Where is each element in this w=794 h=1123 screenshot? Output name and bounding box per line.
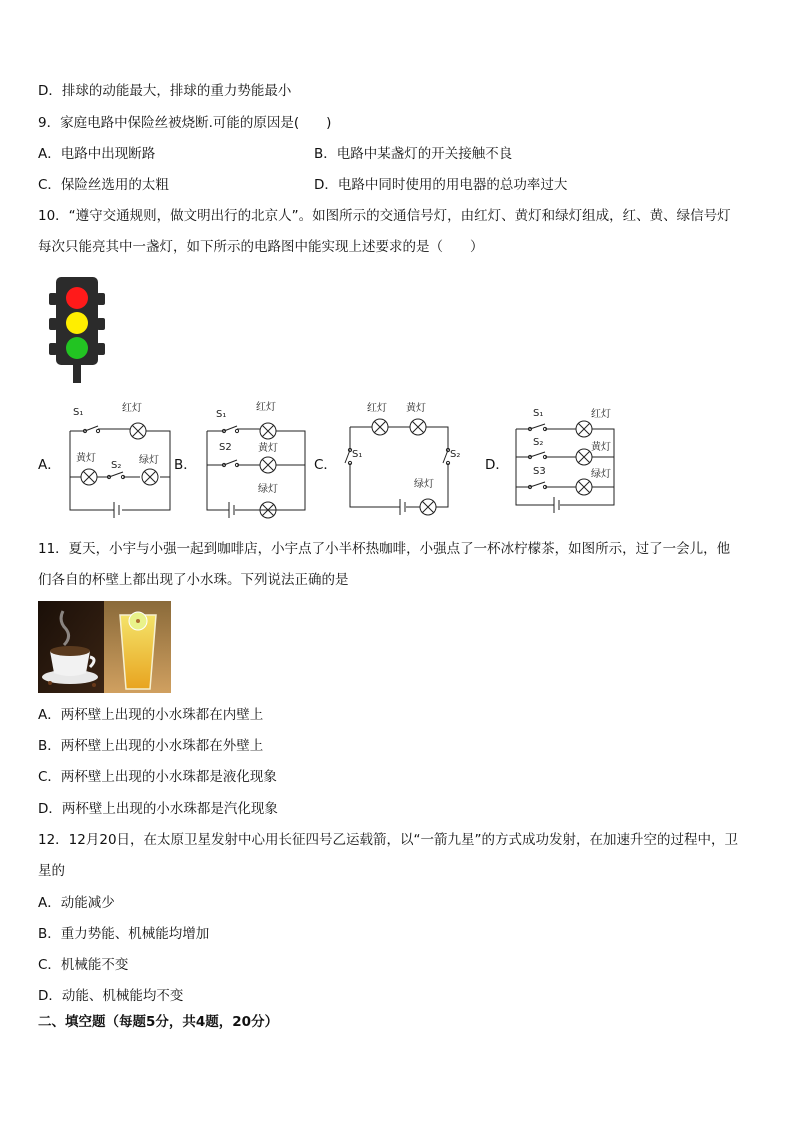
q12-stem-line1: 12．12月20日，在太原卫星发射中心用长征四号乙运载箭，以“一箭九星”的方式成功发射，在加速升空的过程中，卫 (38, 832, 739, 848)
svg-text:绿灯: 绿灯 (258, 484, 278, 495)
svg-text:S₁: S₁ (533, 408, 544, 419)
svg-text:黄灯: 黄灯 (406, 403, 426, 414)
switch-s1-icon (345, 450, 350, 475)
switch-s2-icon (443, 450, 448, 475)
q9-option-a: A．电路中出现断路 (38, 146, 156, 162)
coffee-and-iced-tea-photo (38, 601, 171, 693)
switch-s3-icon (530, 482, 545, 487)
q10-option-b-letter: B． (174, 457, 197, 473)
q11-option-c: C．两杯壁上出现的小水珠都是液化现象 (38, 769, 277, 785)
battery-icon (114, 502, 119, 518)
q10-stem-line2: 每次只能亮其中一盏灯，如下所示的电路图中能实现上述要求的是（ ） (38, 239, 484, 255)
svg-text:绿灯: 绿灯 (139, 455, 159, 466)
traffic-light-figure (46, 275, 108, 385)
switch-s1-icon (530, 424, 545, 429)
q12-option-c: C．机械能不变 (38, 957, 129, 973)
circuit-d (516, 407, 614, 513)
circuit-a (70, 401, 170, 518)
svg-text:S₂: S₂ (450, 449, 461, 460)
green-lamp-icon (66, 337, 88, 359)
q11-option-d: D．两杯壁上出现的小水珠都是汽化现象 (38, 801, 278, 817)
svg-text:黄灯: 黄灯 (258, 443, 278, 454)
circuit-c (345, 401, 460, 515)
yellow-lamp-icon (66, 312, 88, 334)
svg-text:红灯: 红灯 (367, 403, 387, 414)
svg-text:S₁: S₁ (216, 409, 227, 420)
svg-text:黄灯: 黄灯 (591, 442, 611, 453)
q10-option-c-letter: C． (314, 457, 337, 473)
q11-stem-line1: 11．夏天，小宇与小强一起到咖啡店，小宇点了小半杯热咖啡，小强点了一杯冰柠檬茶，如图所示，过了一会儿，他 (38, 541, 731, 557)
q10-option-a-letter: A． (38, 457, 61, 473)
switch-s2-icon (530, 452, 545, 457)
svg-text:红灯: 红灯 (122, 403, 142, 414)
svg-text:绿灯: 绿灯 (414, 479, 434, 490)
svg-text:S3: S3 (533, 466, 546, 477)
q10-option-d-letter: D． (485, 457, 509, 473)
svg-text:S2: S2 (219, 442, 232, 453)
q8-option-d: D．排球的动能最大，排球的重力势能最小 (38, 83, 292, 99)
q11-option-a: A．两杯壁上出现的小水珠都在内壁上 (38, 707, 264, 723)
q11-option-b: B．两杯壁上出现的小水珠都在外壁上 (38, 738, 264, 754)
svg-text:红灯: 红灯 (591, 409, 611, 420)
section-heading: 二、填空题（每题5分，共4题，20分） (38, 1014, 279, 1030)
svg-text:红灯: 红灯 (256, 402, 276, 413)
q9-stem: 9．家庭电路中保险丝被烧断.可能的原因是( ) (38, 115, 332, 131)
battery-icon (400, 499, 405, 515)
q10-stem-line1: 10．“遵守交通规则，做文明出行的北京人”。如图所示的交通信号灯，由红灯、黄灯和绿灯组成，红、黄、绿信号灯 (38, 208, 731, 224)
q9-option-d: D．电路中同时使用的用电器的总功率过大 (314, 177, 568, 193)
q9-option-c: C．保险丝选用的太粗 (38, 177, 169, 193)
q12-option-a: A．动能减少 (38, 895, 115, 911)
battery-icon (554, 497, 559, 513)
svg-text:S₁: S₁ (352, 449, 363, 460)
q9-option-b: B．电路中某盏灯的开关接触不良 (314, 146, 513, 162)
svg-text:S₂: S₂ (111, 460, 122, 471)
red-lamp-icon (66, 287, 88, 309)
circuit-b (207, 400, 305, 518)
battery-icon (229, 502, 234, 518)
svg-text:绿灯: 绿灯 (591, 469, 611, 480)
switch-s2-icon (109, 472, 123, 477)
q12-option-d: D．动能、机械能均不变 (38, 988, 184, 1004)
q10-circuit-diagrams (0, 395, 794, 525)
svg-text:S₁: S₁ (73, 407, 84, 418)
q12-stem-line2: 星的 (38, 863, 65, 879)
svg-text:S₂: S₂ (533, 437, 544, 448)
q11-stem-line2: 们各自的杯壁上都出现了小水珠。下列说法正确的是 (38, 572, 349, 588)
svg-text:黄灯: 黄灯 (76, 453, 96, 464)
q12-option-b: B．重力势能、机械能均增加 (38, 926, 210, 942)
